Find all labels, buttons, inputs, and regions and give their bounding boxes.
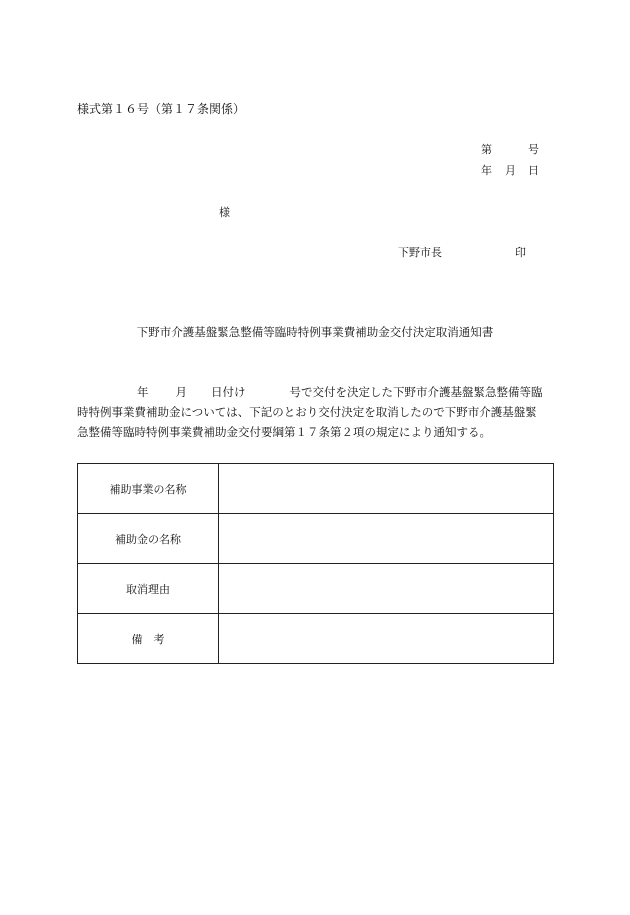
form-number: 様式第１６号（第１７条関係） [77, 102, 246, 116]
issuer-name: 下野市長 [398, 246, 442, 259]
body-line-3: 急整備等臨時特例事業費補助金交付要綱第１７条第２項の規定により通知する。 [77, 425, 491, 439]
table-row [78, 614, 554, 664]
date-year-label: 年 [481, 164, 492, 177]
addressee-honorific: 様 [219, 206, 230, 219]
table-row [78, 514, 554, 564]
notice-body [77, 382, 555, 442]
doc-number-suffix: 号 [528, 143, 539, 156]
row-label-remarks: 備 考 [78, 614, 219, 664]
date-month-label: 月 [505, 164, 516, 177]
table-row [78, 564, 554, 614]
body-line-2: 時特例事業費補助金については、下記のとおり交付決定を取消したので下野市介護基盤緊 [77, 405, 537, 419]
body-day-label: 日付け [211, 385, 246, 399]
row-value-subsidy-name [219, 514, 554, 564]
body-year-label: 年 [137, 385, 149, 399]
body-number-text: 号で交付を決定した下野市介護基盤緊急整備等臨 [289, 385, 543, 399]
issuer-seal: 印 [515, 246, 526, 259]
body-month-label: 月 [175, 385, 187, 399]
row-label-project-name: 補助事業の名称 [78, 464, 219, 514]
doc-number-label: 第 [481, 143, 492, 156]
details-table [77, 463, 554, 664]
row-label-subsidy-name: 補助金の名称 [78, 514, 219, 564]
table-row [78, 464, 554, 514]
row-value-remarks [219, 614, 554, 664]
row-label-cancellation-reason: 取消理由 [78, 564, 219, 614]
document-title: 下野市介護基盤緊急整備等臨時特例事業費補助金交付決定取消通知書 [136, 325, 494, 339]
row-value-project-name [219, 464, 554, 514]
body-line-1 [77, 382, 555, 402]
date-day-label: 日 [528, 164, 539, 177]
row-value-cancellation-reason [219, 564, 554, 614]
